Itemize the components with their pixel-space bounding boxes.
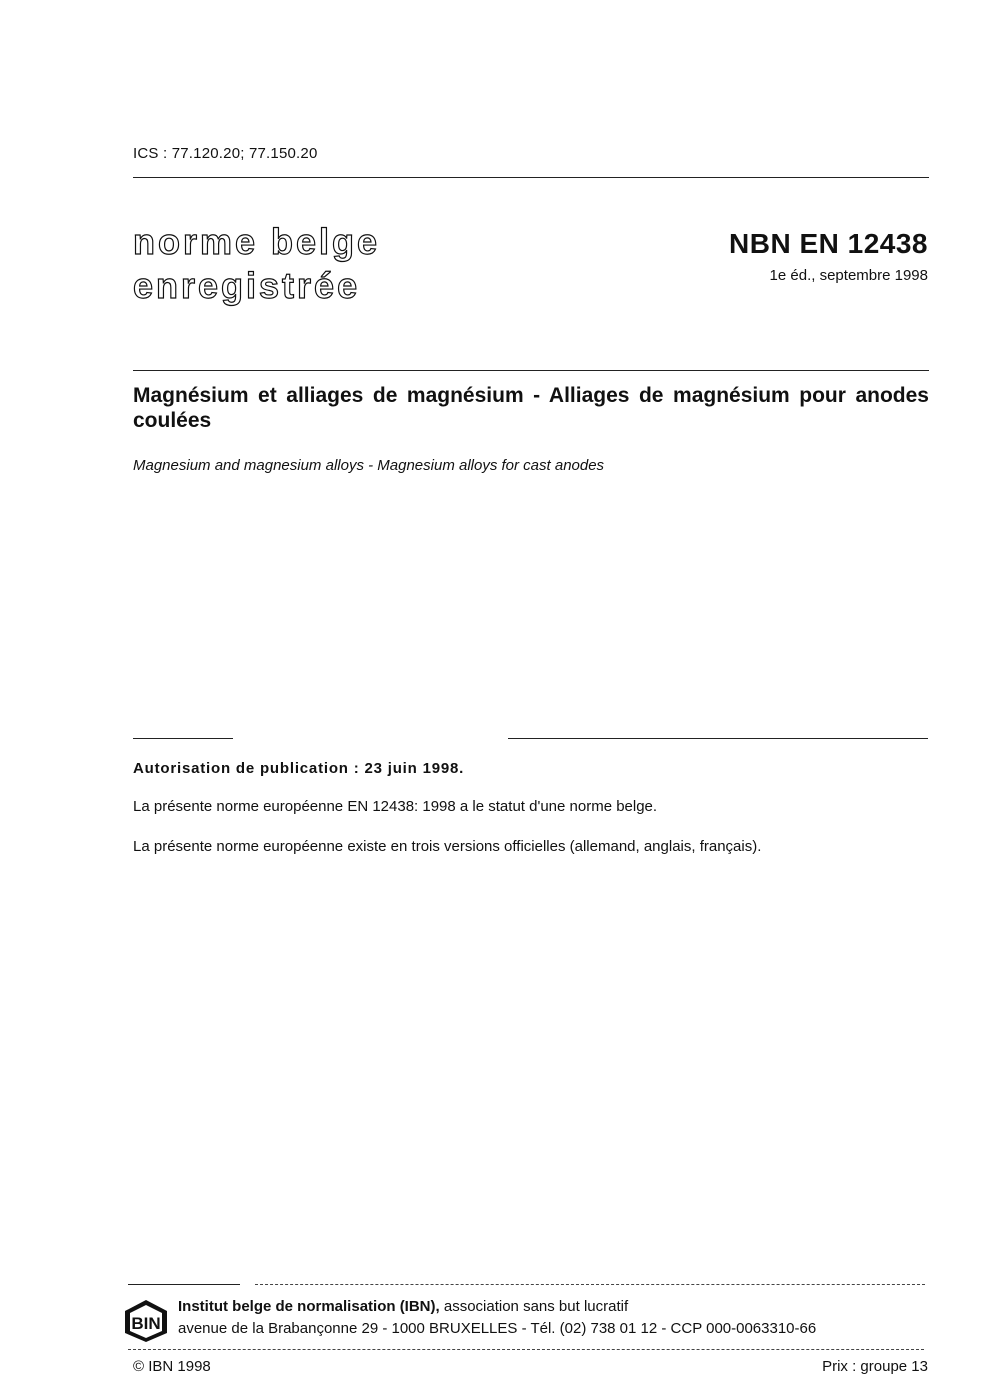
footer-rule-right bbox=[255, 1284, 925, 1285]
publication-authorisation: Autorisation de publication : 23 juin 1998. bbox=[133, 760, 465, 777]
publication-versions: La présente norme européenne existe en trois versions officielles (allemand, anglais, français). bbox=[133, 838, 762, 855]
bottom-rule bbox=[128, 1349, 924, 1350]
ics-code: ICS : 77.120.20; 77.150.20 bbox=[133, 145, 318, 162]
publication-rule-right bbox=[508, 738, 928, 739]
institute-address: avenue de la Brabançonne 29 - 1000 BRUXELLES - Tél. (02) 738 01 12 - CCP 000-0063310-66 bbox=[178, 1320, 817, 1337]
ibn-logo bbox=[123, 1298, 169, 1344]
title-english: Magnesium and magnesium alloys - Magnesium alloys for cast anodes bbox=[133, 457, 605, 474]
brand-line-1: norme belge bbox=[133, 221, 381, 262]
publication-status: La présente norme européenne EN 12438: 1998 a le statut d'une norme belge. bbox=[133, 798, 658, 815]
standard-number: NBN EN 12438 bbox=[729, 228, 928, 259]
copyright: © IBN 1998 bbox=[133, 1358, 211, 1375]
header-rule bbox=[133, 177, 929, 178]
institute-name-suffix: association sans but lucratif bbox=[439, 1298, 629, 1315]
standard-edition: 1e éd., septembre 1998 bbox=[769, 267, 928, 284]
publication-rule-left bbox=[133, 738, 233, 739]
institute-name bbox=[178, 1298, 628, 1315]
logo-text: BIN bbox=[131, 1314, 161, 1333]
institute-name-bold: Institut belge de normalisation (IBN), bbox=[178, 1298, 440, 1315]
title-rule bbox=[133, 370, 929, 371]
footer-rule-left bbox=[128, 1284, 240, 1285]
price-group: Prix : groupe 13 bbox=[822, 1358, 928, 1375]
title-french: Magnésium et alliages de magnésium - Alliages de magnésium pour anodes coulées bbox=[133, 384, 929, 432]
brand-line-2: enregistrée bbox=[133, 265, 361, 306]
